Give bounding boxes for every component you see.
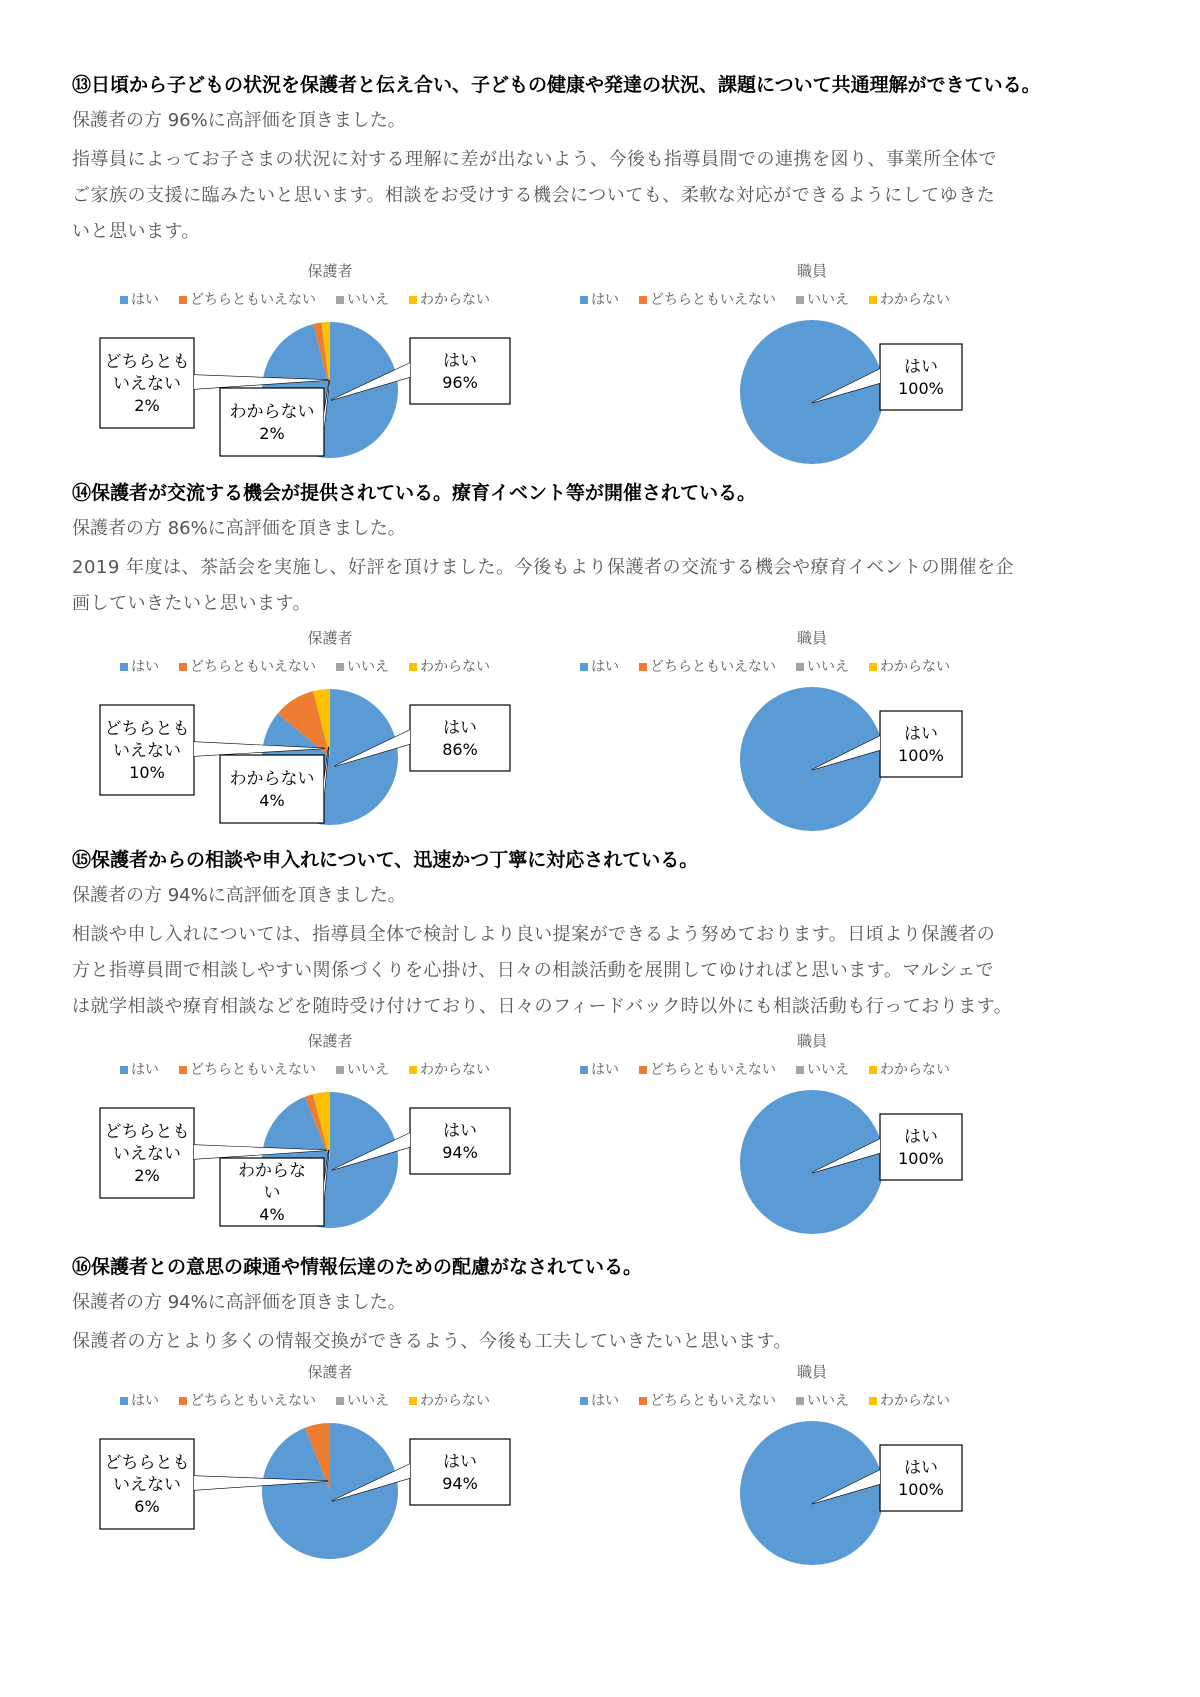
legend-swatch [639, 663, 647, 671]
pie-chart-staff-13 [591, 260, 1060, 460]
callout-text: 94% [442, 1143, 478, 1162]
pie-chart-guardian-14 [100, 627, 560, 827]
legend-item-no [796, 1062, 849, 1078]
chart-title: 職員 [796, 1363, 828, 1381]
evaluation-text: 保護者の方 86%に高評価を頂きました。 [72, 518, 406, 539]
legend-swatch [796, 1066, 804, 1074]
callout-text: い [263, 1183, 281, 1203]
callout-box [880, 344, 962, 410]
pie-chart-guardian-13 [100, 260, 560, 460]
legend-label: どちらともいえない [650, 1062, 776, 1078]
legend-label: いいえ [347, 1062, 389, 1078]
callout-text: はい [443, 1452, 477, 1472]
legend-item-neutral [639, 659, 776, 675]
legend-swatch [869, 1066, 877, 1074]
callout-box [220, 388, 324, 456]
legend-swatch [869, 296, 877, 304]
callout-box [410, 705, 510, 771]
legend-label: どちらともいえない [650, 292, 776, 308]
legend-item-unknown [869, 1062, 950, 1078]
legend-label: わからない [880, 1393, 950, 1409]
legend-label: はい [591, 659, 619, 675]
callout-text: いえない [113, 741, 181, 761]
evaluation-text: 保護者の方 94%に高評価を頂きました。 [72, 1292, 406, 1313]
section-body [72, 550, 1152, 622]
chart-title: 職員 [796, 1032, 828, 1050]
callout-text: どちらとも [104, 1453, 190, 1473]
callout-text: 4% [259, 1205, 285, 1224]
callout-text: はい [443, 1121, 477, 1141]
body-line: 指導員によってお子さまの状況に対する理解に差が出ないよう、今後も指導員間での連携を図り、事業所全体で [72, 149, 997, 170]
section-heading: ⑯保護者との意思の疎通や情報伝達のための配慮がなされている。 [72, 1256, 643, 1278]
evaluation-text: 保護者の方 96%に高評価を頂きました。 [72, 110, 406, 131]
pie-slice-yes [740, 320, 884, 464]
chart-legend [120, 1393, 490, 1409]
legend-item-yes [120, 1062, 159, 1078]
evaluation-text: 保護者の方 94%に高評価を頂きました。 [72, 885, 406, 906]
legend-item-unknown [409, 292, 490, 308]
callout-text: どちらとも [104, 1122, 190, 1142]
pie-chart-staff-16 [591, 1361, 1060, 1581]
callout-text: はい [904, 1458, 938, 1478]
chart-legend [580, 1393, 950, 1409]
legend-item-neutral [179, 1393, 316, 1409]
pie-chart-staff-15 [591, 1030, 1060, 1230]
callout-text: 2% [259, 424, 285, 443]
body-line: ご家族の支援に臨みたいと思います。相談をお受けする機会についても、柔軟な対応ができるようにしてゆきた [72, 185, 996, 206]
legend-swatch [120, 1397, 128, 1405]
legend-swatch [179, 296, 187, 304]
legend-label: いいえ [347, 1393, 389, 1409]
chart-legend [120, 659, 490, 675]
data-label-unknown [220, 1150, 329, 1226]
legend-label: どちらともいえない [190, 292, 316, 308]
legend-swatch [336, 663, 344, 671]
pie-chart-guardian-15 [100, 1030, 560, 1230]
callout-text: いえない [113, 1144, 181, 1164]
chart-legend [120, 1062, 490, 1078]
legend-item-yes [580, 292, 619, 308]
callout-text: 2% [134, 1166, 160, 1185]
legend-label: はい [131, 1393, 159, 1409]
legend-label: はい [131, 659, 159, 675]
callout-text: わからな [238, 1161, 306, 1181]
callout-box [880, 1445, 962, 1511]
callout-text: はい [443, 351, 477, 371]
callout-text: 100% [898, 1149, 944, 1168]
callout-box [220, 755, 324, 823]
chart-title: 職員 [796, 629, 828, 647]
callout-text: 2% [134, 396, 160, 415]
legend-item-yes [120, 292, 159, 308]
callout-text: どちらとも [104, 352, 190, 372]
callout-text: 100% [898, 1480, 944, 1499]
callout-text: いえない [113, 374, 181, 394]
legend-label: どちらともいえない [190, 1393, 316, 1409]
chart-legend [580, 659, 950, 675]
legend-swatch [120, 1066, 128, 1074]
callout-text: はい [904, 357, 938, 377]
callout-box [410, 1108, 510, 1174]
legend-item-unknown [869, 1393, 950, 1409]
legend-swatch [409, 663, 417, 671]
legend-swatch [639, 1066, 647, 1074]
legend-item-no [336, 659, 389, 675]
legend-item-unknown [409, 659, 490, 675]
body-line: 2019 年度は、茶話会を実施し、好評を頂けました。今後もより保護者の交流する機会や療育イベントの開催を企 [72, 557, 1015, 578]
legend-swatch [120, 296, 128, 304]
legend-swatch [580, 1066, 588, 1074]
legend-item-unknown [409, 1062, 490, 1078]
callout-text: はい [904, 724, 938, 744]
legend-item-yes [580, 659, 619, 675]
callout-box [410, 338, 510, 404]
callout-text: 100% [898, 746, 944, 765]
legend-item-no [796, 659, 849, 675]
legend-swatch [336, 1397, 344, 1405]
legend-item-neutral [639, 292, 776, 308]
pie-slice-yes [740, 1090, 884, 1234]
pie-chart-staff-14 [591, 627, 1060, 827]
legend-item-neutral [639, 1062, 776, 1078]
legend-item-no [336, 292, 389, 308]
section-body [72, 142, 1152, 250]
legend-swatch [179, 663, 187, 671]
legend-swatch [580, 663, 588, 671]
legend-label: どちらともいえない [650, 1393, 776, 1409]
legend-swatch [796, 1397, 804, 1405]
legend-label: はい [131, 292, 159, 308]
callout-text: いえない [113, 1475, 181, 1495]
legend-label: はい [591, 292, 619, 308]
legend-item-yes [120, 659, 159, 675]
section-heading: ⑬日頃から子どもの状況を保護者と伝え合い、子どもの健康や発達の状況、課題について共通理解ができている。 [72, 74, 1041, 96]
legend-swatch [409, 296, 417, 304]
callout-text: 4% [259, 791, 285, 810]
legend-swatch [179, 1066, 187, 1074]
callout-text: わからない [229, 402, 315, 422]
legend-swatch [409, 1066, 417, 1074]
body-line: 画していきたいと思います。 [72, 593, 312, 614]
data-label-unknown [220, 747, 329, 823]
legend-label: わからない [880, 659, 950, 675]
legend-label: いいえ [807, 659, 849, 675]
legend-swatch [409, 1397, 417, 1405]
legend-label: わからない [420, 1393, 490, 1409]
callout-text: どちらとも [104, 719, 190, 739]
body-line: 相談や申し入れについては、指導員全体で検討しより良い提案ができるよう努めております。日頃より保護者の [72, 924, 996, 945]
legend-item-neutral [179, 292, 316, 308]
legend-label: いいえ [347, 292, 389, 308]
legend-label: いいえ [807, 1393, 849, 1409]
legend-label: わからない [420, 292, 490, 308]
chart-legend [120, 292, 490, 308]
legend-label: いいえ [807, 1062, 849, 1078]
legend-swatch [580, 1397, 588, 1405]
callout-text: 94% [442, 1474, 478, 1493]
legend-swatch [580, 296, 588, 304]
body-line: 方と指導員間で相談しやすい関係づくりを心掛け、日々の相談活動を展開してゆければと思います。マルシェで [72, 960, 995, 981]
legend-item-neutral [179, 659, 316, 675]
body-line: は就学相談や療育相談などを随時受け付けており、日々のフィードバック時以外にも相談活動も行っております。 [72, 996, 1013, 1017]
legend-swatch [336, 296, 344, 304]
legend-item-no [336, 1062, 389, 1078]
legend-item-yes [120, 1393, 159, 1409]
legend-swatch [796, 663, 804, 671]
legend-label: はい [591, 1062, 619, 1078]
chart-title: 保護者 [307, 1032, 353, 1050]
legend-item-unknown [409, 1393, 490, 1409]
chart-legend [580, 1062, 950, 1078]
legend-swatch [639, 296, 647, 304]
callout-box [410, 1439, 510, 1505]
legend-item-yes [580, 1393, 619, 1409]
legend-item-no [336, 1393, 389, 1409]
legend-label: どちらともいえない [650, 659, 776, 675]
legend-swatch [336, 1066, 344, 1074]
legend-item-neutral [179, 1062, 316, 1078]
section-body [72, 1324, 1152, 1360]
callout-text: わからない [229, 769, 315, 789]
legend-item-yes [580, 1062, 619, 1078]
legend-swatch [639, 1397, 647, 1405]
chart-title: 保護者 [307, 629, 353, 647]
legend-label: わからない [420, 1062, 490, 1078]
legend-label: はい [131, 1062, 159, 1078]
chart-legend [580, 292, 950, 308]
body-line: 保護者の方とより多くの情報交換ができるよう、今後も工夫していきたいと思います。 [72, 1331, 793, 1352]
callout-text: はい [904, 1127, 938, 1147]
chart-title: 保護者 [307, 262, 353, 280]
callout-box [880, 1114, 962, 1180]
legend-label: いいえ [807, 292, 849, 308]
legend-item-unknown [869, 659, 950, 675]
callout-text: はい [443, 718, 477, 738]
callout-text: 86% [442, 740, 478, 759]
legend-label: いいえ [347, 659, 389, 675]
chart-title: 保護者 [307, 1363, 353, 1381]
section-heading: ⑭保護者が交流する機会が提供されている。療育イベント等が開催されている。 [72, 482, 757, 504]
callout-text: 6% [134, 1497, 160, 1516]
legend-swatch [796, 296, 804, 304]
callout-box [880, 711, 962, 777]
legend-label: どちらともいえない [190, 1062, 316, 1078]
chart-title: 職員 [796, 262, 828, 280]
data-label-unknown [220, 380, 329, 456]
legend-label: わからない [420, 659, 490, 675]
legend-item-no [796, 1393, 849, 1409]
body-line: いと思います。 [72, 221, 201, 242]
legend-label: わからない [880, 292, 950, 308]
callout-text: 100% [898, 379, 944, 398]
callout-text: 96% [442, 373, 478, 392]
legend-swatch [120, 663, 128, 671]
pie-slice-yes [740, 1421, 884, 1565]
legend-swatch [179, 1397, 187, 1405]
section-body [72, 917, 1152, 1025]
legend-item-neutral [639, 1393, 776, 1409]
legend-item-no [796, 292, 849, 308]
pie-chart-guardian-16 [100, 1361, 560, 1581]
pie-slice-yes [740, 687, 884, 831]
legend-label: どちらともいえない [190, 659, 316, 675]
legend-label: はい [591, 1393, 619, 1409]
callout-text: 10% [129, 763, 165, 782]
legend-swatch [869, 1397, 877, 1405]
legend-item-unknown [869, 292, 950, 308]
legend-swatch [869, 663, 877, 671]
legend-label: わからない [880, 1062, 950, 1078]
section-heading: ⑮保護者からの相談や申入れについて、迅速かつ丁寧に対応されている。 [72, 849, 699, 871]
